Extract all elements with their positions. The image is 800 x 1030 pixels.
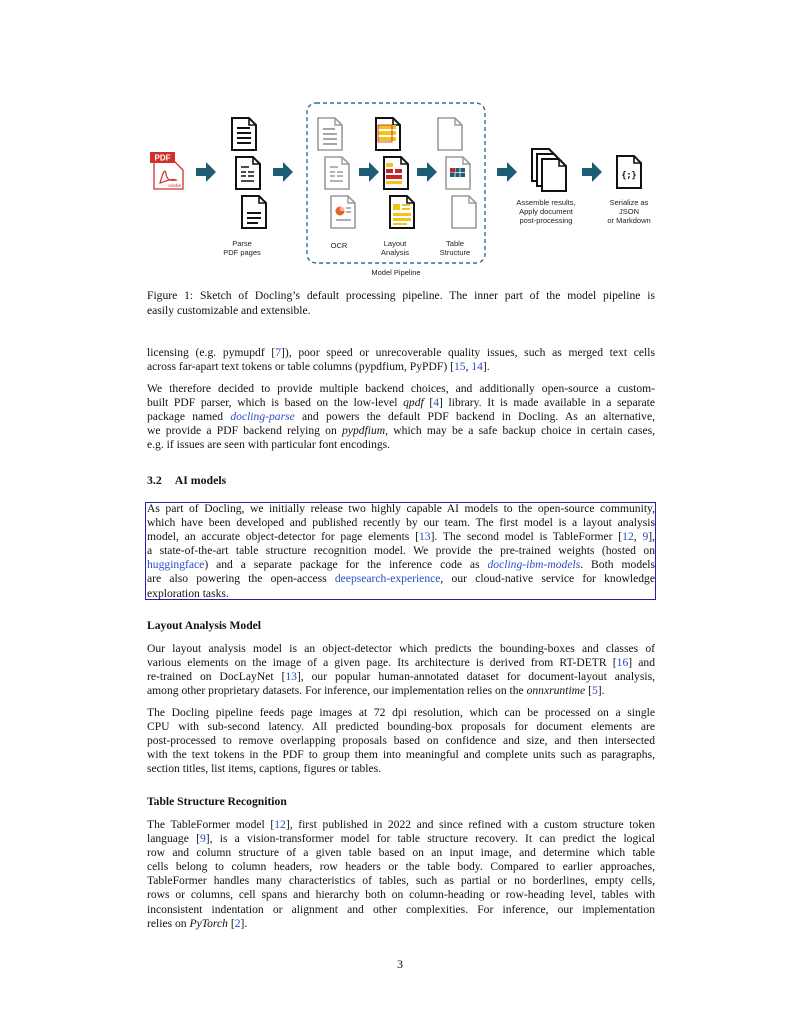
layout-doc-icon xyxy=(390,196,414,228)
section-number: 3.2 xyxy=(147,473,162,487)
text-line: inconsistent indentation or alignment and other complexities. For inference, our implementation xyxy=(147,902,655,916)
model-pipeline-label: Model Pipeline xyxy=(371,268,421,277)
external-link[interactable]: docling-parse xyxy=(230,410,295,424)
text-line: rows or columns, cell spans and hierarchy both on column-heading or row-heading level, tables with xyxy=(147,888,655,902)
arrow-icon xyxy=(417,162,437,182)
assemble-label: Assemble results, Apply document post-processing xyxy=(516,198,576,225)
text-line: row and column structure of a given table based on an input image, and determine which table xyxy=(147,846,655,860)
arrow-icon xyxy=(196,162,216,182)
citation-link[interactable]: 14 xyxy=(471,360,483,374)
emphasis-text: qpdf xyxy=(403,396,424,410)
text-line: CPU with sub-second latency. All predicted bounding-box proposals for document elements are xyxy=(147,720,655,734)
paragraph-tableformer xyxy=(147,818,655,931)
text-line: huggingface) and a separate package for the inference code as docling-ibm-models. Both models xyxy=(147,558,655,572)
emphasis-text: onnxruntime xyxy=(526,684,586,698)
arrow-icon xyxy=(359,162,379,182)
text-line: are also powering the open-access deepsearch-experience, our cloud-native service for knowledge xyxy=(147,572,656,586)
paragraph-backend xyxy=(147,382,655,452)
text-line: licensing (e.g. pymupdf [7]), poor speed or unrecoverable quality issues, such as merged text cells xyxy=(147,346,655,359)
table-structure-doc-icon xyxy=(452,196,476,228)
citation-link[interactable]: 12 xyxy=(622,530,634,544)
text-line: package named docling-parse and powers the default PDF backend in Docling. As an alternative, xyxy=(147,410,655,424)
ocr-doc-icon xyxy=(318,118,342,150)
citation-link[interactable]: 15 xyxy=(453,360,466,374)
citation-link[interactable]: 7 xyxy=(275,346,282,359)
citation-link[interactable]: 2 xyxy=(234,916,241,930)
table-structure-doc-icon xyxy=(446,157,470,189)
paragraph-licensing xyxy=(147,346,655,374)
citation-link[interactable]: 13 xyxy=(418,530,431,544)
text-line: language [9], is a vision-transformer model for table structure recovery. It can predict the logical xyxy=(147,832,655,846)
text-line: Our layout analysis model is an object-detector which predicts the bounding-boxes and classes of xyxy=(147,642,655,655)
ocr-image-doc-icon xyxy=(331,196,355,228)
text-line: TableFormer handles many characteristics of tables, such as partial or no borderlines, empty cells, xyxy=(147,874,655,888)
external-link[interactable]: deepsearch-experience xyxy=(334,572,441,586)
text-line: which have been developed and published recently by our team. The first model is a layout analysis xyxy=(147,516,655,530)
json-document-icon xyxy=(617,156,641,188)
pdf-file-icon xyxy=(150,152,183,189)
pipeline-figure xyxy=(0,0,800,290)
text-line: As part of Docling, we initially release two highly capable AI models to the open-source community, xyxy=(147,502,655,515)
citation-link[interactable]: 13 xyxy=(285,670,297,684)
paragraph-ai-models xyxy=(147,502,655,601)
external-link[interactable]: docling-ibm-models xyxy=(487,558,581,572)
caption-line: Figure 1: Sketch of Docling’s default processing pipeline. The inner part of the model pipeline is xyxy=(147,289,655,302)
subheading-table-structure: Table Structure Recognition xyxy=(147,795,287,808)
page-number: 3 xyxy=(397,957,403,971)
text-line: various elements on the image of a given page. Its architecture is derived from RT-DETR [16] and xyxy=(147,656,656,670)
pdf-badge-text: PDF xyxy=(154,153,171,163)
text-line: re-trained on DocLayNet [13], our popular human-annotated dataset for document-layout analysis, xyxy=(147,670,655,684)
text-line: cells belong to column headers, row headers or the table body. Compared to earlier approaches, xyxy=(147,860,655,874)
arrow-icon xyxy=(497,162,517,182)
arrow-icon xyxy=(273,162,293,182)
arrow-icon xyxy=(582,162,602,182)
json-glyph: {;} xyxy=(621,171,637,181)
parsed-page-doc-icon xyxy=(242,196,266,228)
citation-link[interactable]: 9 xyxy=(199,832,206,846)
text-line: post-processed to remove overlapping proposals based on confidence and size, and then intersected xyxy=(147,734,655,748)
section-title: AI models xyxy=(174,473,227,487)
paragraph-layout-model xyxy=(147,642,655,698)
parsed-page-doc-icon xyxy=(236,157,260,189)
serialize-label: Serialize as JSON or Markdown xyxy=(607,198,651,225)
layout-analysis-label: Layout Analysis xyxy=(381,239,409,257)
parsed-page-doc-icon xyxy=(232,118,256,150)
text-line: across far-apart text tokens or table columns (pypdfium, PyPDF) [15, 14]. xyxy=(147,360,490,374)
text-line: model, an accurate object-detector for page elements [13]. The second model is TableFormer [12, 9], xyxy=(147,530,656,544)
text-line: e.g. if issues are seen with particular font encodings. xyxy=(147,438,391,452)
assembled-documents-icon xyxy=(532,149,566,191)
ocr-label: OCR xyxy=(330,241,348,250)
citation-link[interactable]: 5 xyxy=(591,684,598,698)
text-line: The Docling pipeline feeds page images at 72 dpi resolution, which can be processed on a single xyxy=(147,706,655,719)
citation-link[interactable]: 9 xyxy=(642,530,649,544)
layout-doc-icon xyxy=(384,157,408,189)
text-line: relies on PyTorch [2]. xyxy=(147,916,248,930)
text-line: built PDF parser, which is based on the low-level qpdf [4] library. It is made available in a separate xyxy=(147,396,656,410)
external-link[interactable]: huggingface xyxy=(147,558,205,572)
table-structure-label: Table Structure xyxy=(439,239,471,257)
subheading-layout-analysis: Layout Analysis Model xyxy=(147,619,262,632)
text-line: The TableFormer model [12], first published in 2022 and since refined with a custom structure token xyxy=(147,818,656,831)
paragraph-docling-pipeline xyxy=(147,706,655,776)
citation-link[interactable]: 12 xyxy=(274,818,286,831)
emphasis-text: pypdfium xyxy=(342,424,386,438)
figure-caption xyxy=(147,288,655,318)
emphasis-text: PyTorch xyxy=(189,916,228,930)
text-line: We therefore decided to provide multiple backend choices, and additionally open-source a custom- xyxy=(147,382,655,395)
adobe-label: Adobe xyxy=(168,183,182,188)
text-line: we provide a PDF backend relying on pypdfium, which may be a safe backup choice in certain cases, xyxy=(147,424,656,438)
text-line: among other proprietary datasets. For inference, our implementation relies on the onnxruntime [5]. xyxy=(147,684,605,698)
layout-doc-icon xyxy=(376,118,400,150)
text-line: with the text tokens in the PDF to group them into meaningful and complete units such as paragraphs, xyxy=(147,748,655,762)
section-heading-ai-models xyxy=(147,473,226,488)
ocr-doc-icon xyxy=(325,157,349,189)
citation-link[interactable]: 16 xyxy=(616,656,629,670)
caption-line: easily customizable and extensible. xyxy=(147,304,311,317)
text-line: a state-of-the-art table structure recognition model. We provide the pre-trained weights (hosted on xyxy=(147,544,655,558)
text-line: exploration tasks. xyxy=(147,586,229,600)
text-line: section titles, list items, captions, figures or tables. xyxy=(147,762,382,776)
citation-link[interactable]: 4 xyxy=(433,396,440,410)
parse-label: Parse PDF pages xyxy=(223,239,261,257)
table-structure-doc-icon xyxy=(438,118,462,150)
